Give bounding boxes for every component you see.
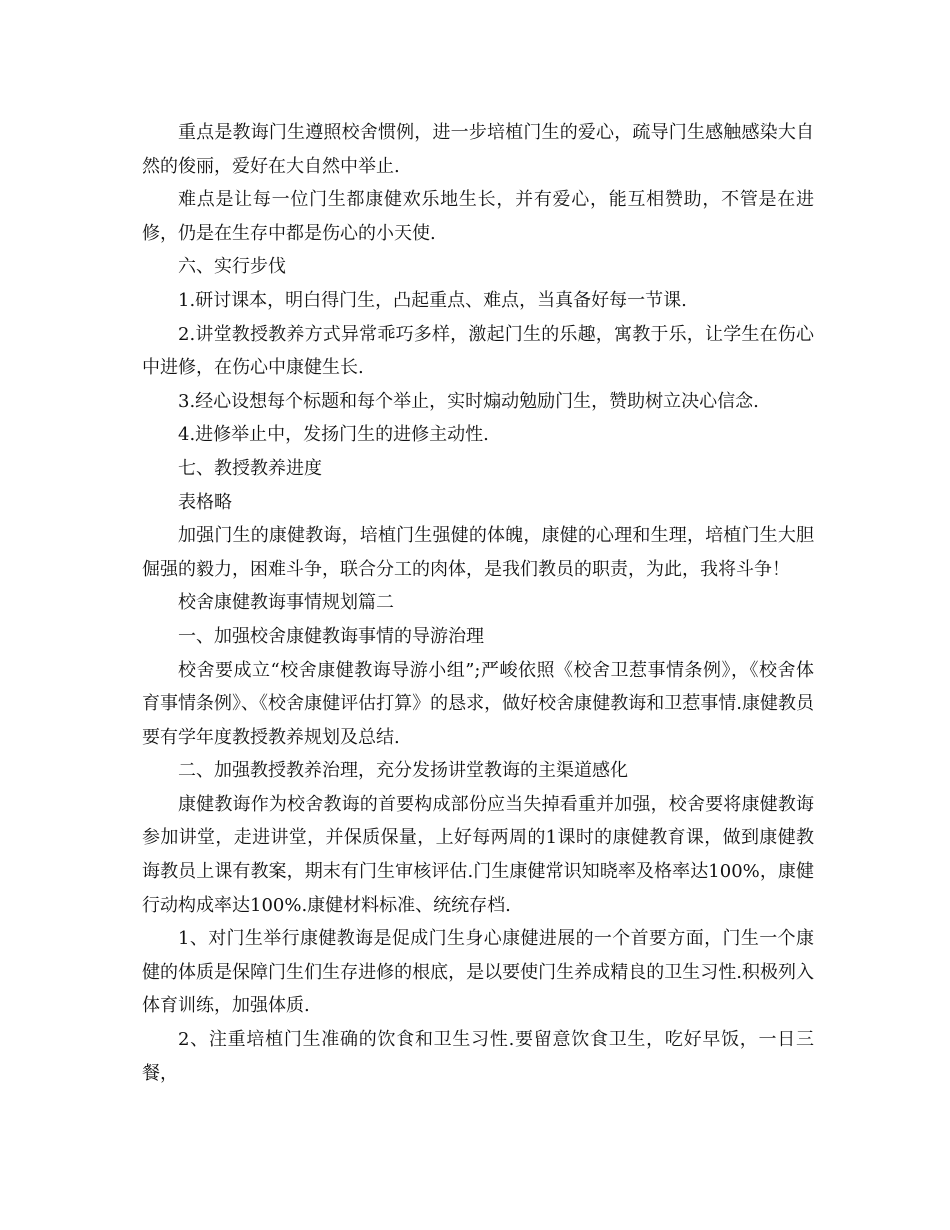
section-heading-guidance: 一、加强校舍康健教诲事情的导游治理	[178, 625, 484, 647]
list-item-health-1: 1、对门生举行康健教诲是促成门生身心康健进展的一个首要方面，门生一个康健的体质是保障门生们生存进修的根底，是以要使门生养成精良的卫生习性.积极列入体育训练，加强体质.	[142, 928, 814, 1017]
list-item-step-4: 4.进修举止中，发扬门生的进修主动性.	[178, 424, 489, 446]
list-item-step-2: 2.讲堂教授教养方式异常乖巧多样，激起门生的乐趣，寓教于乐，让学生在伤心中进修，在伤心中康健生长.	[142, 323, 814, 379]
paragraph-guidance: 校舍要成立“校舍康健教诲导游小组”;严峻依照《校舍卫惹事情条例》，《校舍体育事情条例》、《校舍康健评估打算》的恳求，做好校舍康健教诲和卫惹事情.康健教员要有学年度教授教养规划及总结.	[142, 659, 814, 748]
paragraph-table-omitted: 表格略	[178, 491, 232, 513]
list-item-health-2: 2、注重培植门生准确的饮食和卫生习性.要留意饮食卫生，吃好早饭，一日三餐，	[142, 1029, 814, 1084]
paragraph-teaching: 康健教诲作为校舍教诲的首要构成部份应当失掉看重并加强，校舍要将康健教诲参加讲堂，走进讲堂，并保质保量，上好每两周的1课时的康健教育课，做到康健教诲教员上课有教案，期末有门生审核评估.门生康健常识知晓率及格率达100%，康健行动构成率达100%.康健材料标准、统统存档.	[142, 793, 814, 916]
section-heading-steps: 六、实行步伐	[178, 256, 286, 278]
paragraph-difficulty: 难点是让每一位门生都康健欢乐地生长，并有爱心，能互相赞助，不管是在进修，仍是在生存中都是伤心的小天使.	[142, 189, 814, 244]
document-body	[142, 116, 814, 1090]
paragraph-focus: 重点是教诲门生遵照校舍惯例，进一步培植门生的爱心，疏导门生感触感染大自然的俊丽，爱好在大自然中举止.	[142, 122, 814, 177]
section-heading-teaching: 二、加强教授教养治理，充分发扬讲堂教诲的主渠道感化	[178, 760, 628, 782]
list-item-step-3: 3.经心设想每个标题和每个举止，实时煽动勉励门生，赞助树立决心信念.	[178, 390, 759, 412]
part-title: 校舍康健教诲事情规划篇二	[178, 592, 394, 614]
section-heading-progress: 七、教授教养进度	[178, 457, 322, 479]
list-item-step-1: 1.研讨课本，明白得门生，凸起重点、难点，当真备好每一节课.	[178, 289, 687, 311]
paragraph-responsibility: 加强门生的康健教诲，培植门生强健的体魄，康健的心理和生理，培植门生大胆倔强的毅力，困难斗争，联合分工的肉体，是我们教员的职责，为此，我将斗争！	[142, 525, 814, 580]
